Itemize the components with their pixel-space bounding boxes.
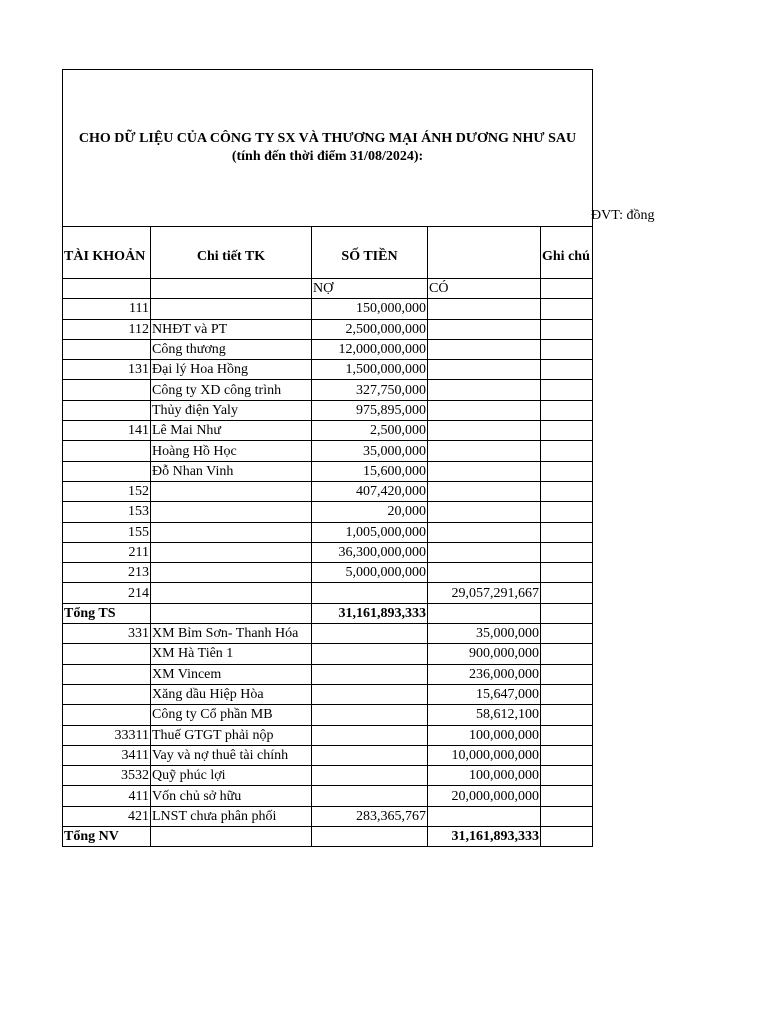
table-row [63, 644, 593, 664]
note-cell [541, 644, 593, 664]
debit-cell [312, 644, 428, 664]
note-cell [541, 725, 593, 745]
detail-cell: Vốn chủ sở hữu [151, 786, 312, 806]
note-cell [541, 319, 593, 339]
table-row [63, 319, 593, 339]
account-cell [63, 664, 151, 684]
note-cell [541, 522, 593, 542]
note-cell [541, 481, 593, 501]
credit-cell: 15,647,000 [428, 684, 541, 704]
header-debit: NỢ [312, 279, 428, 299]
note-cell [541, 603, 593, 623]
credit-cell [428, 502, 541, 522]
detail-cell: Vay và nợ thuê tài chính [151, 745, 312, 765]
table-row [63, 502, 593, 522]
credit-cell: 29,057,291,667 [428, 583, 541, 603]
debit-cell: 12,000,000,000 [312, 339, 428, 359]
note-cell [541, 766, 593, 786]
detail-cell [151, 583, 312, 603]
detail-cell: NHĐT và PT [151, 319, 312, 339]
credit-cell [428, 522, 541, 542]
detail-cell: Đại lý Hoa Hồng [151, 360, 312, 380]
note-cell [541, 684, 593, 704]
detail-cell [151, 827, 312, 847]
credit-cell: 10,000,000,000 [428, 745, 541, 765]
credit-cell [428, 400, 541, 420]
table-row [63, 745, 593, 765]
account-cell: 33311 [63, 725, 151, 745]
detail-cell: Công ty Cổ phần MB [151, 705, 312, 725]
detail-cell: XM Vincem [151, 664, 312, 684]
account-cell: 131 [63, 360, 151, 380]
table-row [63, 481, 593, 501]
account-cell: 155 [63, 522, 151, 542]
account-cell: Tổng TS [63, 603, 151, 623]
account-cell: 3532 [63, 766, 151, 786]
table-row [63, 360, 593, 380]
credit-cell [428, 461, 541, 481]
detail-cell: Xăng dầu Hiệp Hòa [151, 684, 312, 704]
credit-cell: 236,000,000 [428, 664, 541, 684]
note-cell [541, 563, 593, 583]
credit-cell [428, 806, 541, 826]
account-cell: 411 [63, 786, 151, 806]
unit-label: ĐVT: đồng [591, 208, 655, 223]
debit-cell [312, 786, 428, 806]
account-cell [63, 380, 151, 400]
credit-cell: 100,000,000 [428, 725, 541, 745]
debit-cell [312, 624, 428, 644]
debit-cell: 15,600,000 [312, 461, 428, 481]
credit-cell [428, 319, 541, 339]
account-cell: 153 [63, 502, 151, 522]
account-cell: 141 [63, 421, 151, 441]
document-title: CHO DỮ LIỆU CỦA CÔNG TY SX VÀ THƯƠNG MẠI ÁNH DƯƠNG NHƯ SAU (tính đến thời điểm 31/08/2024): [63, 70, 593, 227]
table-row [63, 664, 593, 684]
note-cell [541, 542, 593, 562]
note-cell [541, 421, 593, 441]
account-cell: 214 [63, 583, 151, 603]
credit-cell [428, 603, 541, 623]
credit-cell [428, 380, 541, 400]
header-amount-empty [428, 227, 541, 279]
balance-sheet [62, 69, 592, 847]
credit-cell [428, 339, 541, 359]
account-table [62, 69, 593, 847]
note-cell [541, 400, 593, 420]
credit-cell: 100,000,000 [428, 766, 541, 786]
table-row [63, 421, 593, 441]
subheader-row [63, 279, 593, 299]
credit-cell: 20,000,000,000 [428, 786, 541, 806]
header-amount: SỐ TIỀN [312, 227, 428, 279]
debit-cell [312, 745, 428, 765]
detail-cell [151, 563, 312, 583]
account-cell [63, 684, 151, 704]
note-cell [541, 583, 593, 603]
note-cell [541, 705, 593, 725]
account-cell: Tổng NV [63, 827, 151, 847]
credit-cell [428, 360, 541, 380]
subheader-empty-3 [541, 279, 593, 299]
detail-cell: Công ty XD công trình [151, 380, 312, 400]
debit-cell: 35,000,000 [312, 441, 428, 461]
detail-cell: Đỗ Nhan Vinh [151, 461, 312, 481]
table-row [63, 380, 593, 400]
debit-cell [312, 583, 428, 603]
subheader-empty-1 [63, 279, 151, 299]
account-cell: 211 [63, 542, 151, 562]
note-cell [541, 624, 593, 644]
debit-cell: 2,500,000 [312, 421, 428, 441]
account-cell [63, 400, 151, 420]
detail-cell [151, 522, 312, 542]
credit-cell [428, 481, 541, 501]
table-row [63, 684, 593, 704]
note-cell [541, 380, 593, 400]
detail-cell: Thuế GTGT phải nộp [151, 725, 312, 745]
detail-cell [151, 481, 312, 501]
detail-cell: XM Hà Tiên 1 [151, 644, 312, 664]
debit-cell: 150,000,000 [312, 299, 428, 319]
account-cell: 112 [63, 319, 151, 339]
detail-cell: Thủy điện Yaly [151, 400, 312, 420]
table-row [63, 339, 593, 359]
debit-cell [312, 705, 428, 725]
header-note: Ghi chú [541, 227, 593, 279]
title-row [63, 70, 593, 227]
note-cell [541, 461, 593, 481]
table-row [63, 624, 593, 644]
detail-cell: LNST chưa phân phối [151, 806, 312, 826]
debit-cell: 5,000,000,000 [312, 563, 428, 583]
table-row [63, 563, 593, 583]
table-row [63, 786, 593, 806]
note-cell [541, 441, 593, 461]
detail-cell: Hoàng Hồ Học [151, 441, 312, 461]
account-cell: 421 [63, 806, 151, 826]
table-row [63, 299, 593, 319]
table-body [63, 299, 593, 847]
debit-cell [312, 827, 428, 847]
debit-cell: 20,000 [312, 502, 428, 522]
detail-cell [151, 542, 312, 562]
credit-cell: 35,000,000 [428, 624, 541, 644]
credit-cell [428, 421, 541, 441]
detail-cell [151, 299, 312, 319]
table-row [63, 522, 593, 542]
header-credit: CÓ [428, 279, 541, 299]
table-row [63, 705, 593, 725]
debit-cell [312, 684, 428, 704]
note-cell [541, 745, 593, 765]
table-row [63, 603, 593, 623]
table-row [63, 461, 593, 481]
debit-cell [312, 664, 428, 684]
account-cell [63, 705, 151, 725]
account-cell [63, 644, 151, 664]
note-cell [541, 339, 593, 359]
debit-cell: 1,500,000,000 [312, 360, 428, 380]
note-cell [541, 786, 593, 806]
debit-cell: 36,300,000,000 [312, 542, 428, 562]
note-cell [541, 360, 593, 380]
table-row [63, 766, 593, 786]
debit-cell: 1,005,000,000 [312, 522, 428, 542]
table-row [63, 542, 593, 562]
credit-cell: 900,000,000 [428, 644, 541, 664]
credit-cell [428, 441, 541, 461]
account-cell: 152 [63, 481, 151, 501]
table-row [63, 583, 593, 603]
note-cell [541, 299, 593, 319]
credit-cell [428, 542, 541, 562]
account-cell: 3411 [63, 745, 151, 765]
note-cell [541, 502, 593, 522]
debit-cell: 327,750,000 [312, 380, 428, 400]
debit-cell [312, 725, 428, 745]
account-cell: 111 [63, 299, 151, 319]
debit-cell: 975,895,000 [312, 400, 428, 420]
table-row [63, 400, 593, 420]
account-cell [63, 441, 151, 461]
detail-cell [151, 502, 312, 522]
debit-cell: 2,500,000,000 [312, 319, 428, 339]
debit-cell: 407,420,000 [312, 481, 428, 501]
account-cell [63, 461, 151, 481]
credit-cell [428, 563, 541, 583]
detail-cell [151, 603, 312, 623]
table-row [63, 827, 593, 847]
debit-cell: 31,161,893,333 [312, 603, 428, 623]
table-row [63, 441, 593, 461]
detail-cell: XM Bỉm Sơn- Thanh Hóa [151, 624, 312, 644]
header-account: TÀI KHOẢN [63, 227, 151, 279]
debit-cell [312, 766, 428, 786]
credit-cell: 58,612,100 [428, 705, 541, 725]
header-detail: Chi tiết TK [151, 227, 312, 279]
credit-cell [428, 299, 541, 319]
account-cell: 213 [63, 563, 151, 583]
subheader-empty-2 [151, 279, 312, 299]
detail-cell: Công thương [151, 339, 312, 359]
note-cell [541, 806, 593, 826]
detail-cell: Quỹ phúc lợi [151, 766, 312, 786]
account-cell [63, 339, 151, 359]
header-row [63, 227, 593, 279]
note-cell [541, 827, 593, 847]
note-cell [541, 664, 593, 684]
account-cell: 331 [63, 624, 151, 644]
table-row [63, 806, 593, 826]
table-row [63, 725, 593, 745]
credit-cell: 31,161,893,333 [428, 827, 541, 847]
debit-cell: 283,365,767 [312, 806, 428, 826]
detail-cell: Lê Mai Như [151, 421, 312, 441]
